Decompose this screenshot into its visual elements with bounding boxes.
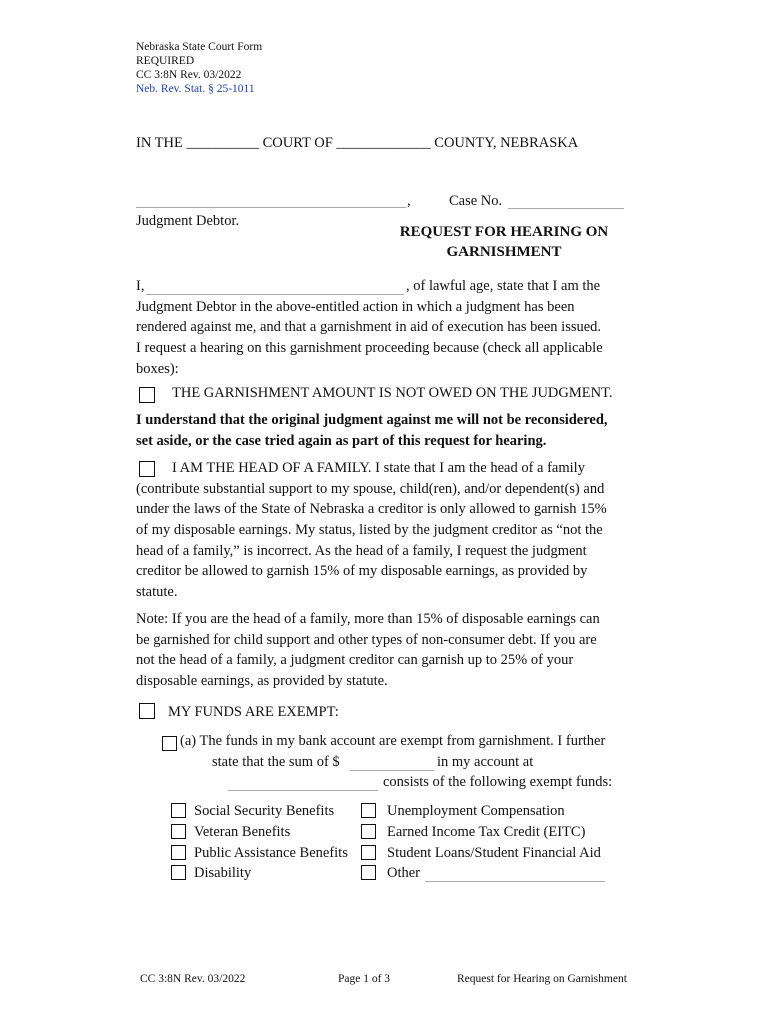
exempt-a-line1: (a) The funds in my bank account are exempt from garnishment. I further: [180, 733, 606, 749]
not-owed-label: THE GARNISHMENT AMOUNT IS NOT OWED ON THE JUDGMENT.: [172, 385, 613, 401]
head-of-family-line6: creditor be allowed to garnish 15% of my disposable earnings, as provided by: [136, 563, 588, 579]
head-of-family-line5: head of a family,” is incorrect. As the head of a family, I request the judgment: [136, 543, 587, 559]
statement-line3: rendered against me, and that a garnishment in aid of execution has been issued.: [136, 319, 602, 335]
form-header-state: Nebraska State Court Form: [136, 41, 263, 53]
exempt-a-line2-suffix: in my account at: [437, 754, 534, 770]
bank-account-exempt-checkbox[interactable]: [162, 736, 177, 751]
head-of-family-checkbox[interactable]: [139, 461, 155, 477]
court-line: IN THE __________ COURT OF _____________ COUNTY, NEBRASKA: [136, 135, 579, 151]
understand-line2: set aside, or the case tried again as part of this request for hearing.: [136, 433, 547, 449]
case-no-label: Case No.: [449, 193, 503, 209]
veteran-benefits-checkbox[interactable]: [171, 824, 186, 839]
funds-exempt-label: MY FUNDS ARE EXEMPT:: [168, 704, 339, 720]
head-of-family-line1: I AM THE HEAD OF A FAMILY. I state that I am the head of a family: [172, 460, 585, 476]
case-no-field[interactable]: [508, 193, 624, 209]
form-header-id: CC 3:8N Rev. 03/2022: [136, 69, 242, 81]
footer-form-id: CC 3:8N Rev. 03/2022: [140, 973, 246, 985]
exempt-a-line3: consists of the following exempt funds:: [383, 774, 613, 790]
public-assistance-checkbox[interactable]: [171, 845, 186, 860]
veteran-benefits-label: Veteran Benefits: [194, 824, 291, 840]
statement-line2: Judgment Debtor in the above-entitled action in which a judgment has been: [136, 299, 575, 315]
head-of-family-line3: under the laws of the State of Nebraska a creditor is only allowed to garnish 15%: [136, 501, 607, 517]
party-name-field[interactable]: [136, 192, 406, 208]
other-fund-field[interactable]: [425, 866, 605, 882]
head-of-family-line2: (contribute substantial support to my spouse, child(ren), and/or dependent(s) and: [136, 481, 605, 497]
footer-page-number: Page 1 of 3: [338, 973, 391, 985]
other-label: Other: [387, 865, 421, 881]
note-line1: Note: If you are the head of a family, more than 15% of disposable earnings can: [136, 611, 600, 627]
not-owed-checkbox[interactable]: [139, 387, 155, 403]
head-of-family-line4: of my disposable earnings. My status, listed by the judgment creditor as “not the: [136, 522, 603, 538]
eitc-label: Earned Income Tax Credit (EITC): [387, 824, 586, 840]
bank-name-field[interactable]: [228, 775, 378, 791]
disability-label: Disability: [194, 865, 252, 881]
doc-title-line1: REQUEST FOR HEARING ON: [399, 224, 609, 240]
exempt-sum-field[interactable]: [350, 755, 434, 771]
note-line3: not the head of a family, a judgment creditor can garnish up to 25% of your: [136, 652, 574, 668]
social-security-label: Social Security Benefits: [194, 803, 335, 819]
unemployment-checkbox[interactable]: [361, 803, 376, 818]
statute-link[interactable]: Neb. Rev. Stat. § 25-1011: [136, 83, 255, 95]
note-line4: disposable earnings, as provided by statute.: [136, 673, 388, 689]
doc-title-line2: GARNISHMENT: [446, 244, 562, 260]
statement-suffix: , of lawful age, state that I am the: [406, 278, 601, 294]
party-comma: ,: [407, 193, 411, 209]
social-security-checkbox[interactable]: [171, 803, 186, 818]
statement-line5: boxes):: [136, 361, 179, 377]
note-line2: be garnished for child support and other types of non-consumer debt. If you are: [136, 632, 597, 648]
statement-line4: I request a hearing on this garnishment proceeding because (check all applicable: [136, 340, 603, 356]
student-loans-label: Student Loans/Student Financial Aid: [387, 845, 601, 861]
other-checkbox[interactable]: [361, 865, 376, 880]
understand-line1: I understand that the original judgment against me will not be reconsidered,: [136, 412, 608, 428]
declarant-name-field[interactable]: [146, 279, 404, 295]
party-role: Judgment Debtor.: [136, 213, 240, 229]
student-loans-checkbox[interactable]: [361, 845, 376, 860]
statement-prefix: I,: [136, 278, 145, 294]
unemployment-label: Unemployment Compensation: [387, 803, 565, 819]
disability-checkbox[interactable]: [171, 865, 186, 880]
head-of-family-line7: statute.: [136, 584, 178, 600]
footer-doc-title: Request for Hearing on Garnishment: [457, 973, 627, 985]
exempt-a-line2-prefix: state that the sum of $: [212, 754, 340, 770]
eitc-checkbox[interactable]: [361, 824, 376, 839]
funds-exempt-checkbox[interactable]: [139, 703, 155, 719]
public-assistance-label: Public Assistance Benefits: [194, 845, 348, 861]
form-header-required: REQUIRED: [136, 55, 195, 67]
